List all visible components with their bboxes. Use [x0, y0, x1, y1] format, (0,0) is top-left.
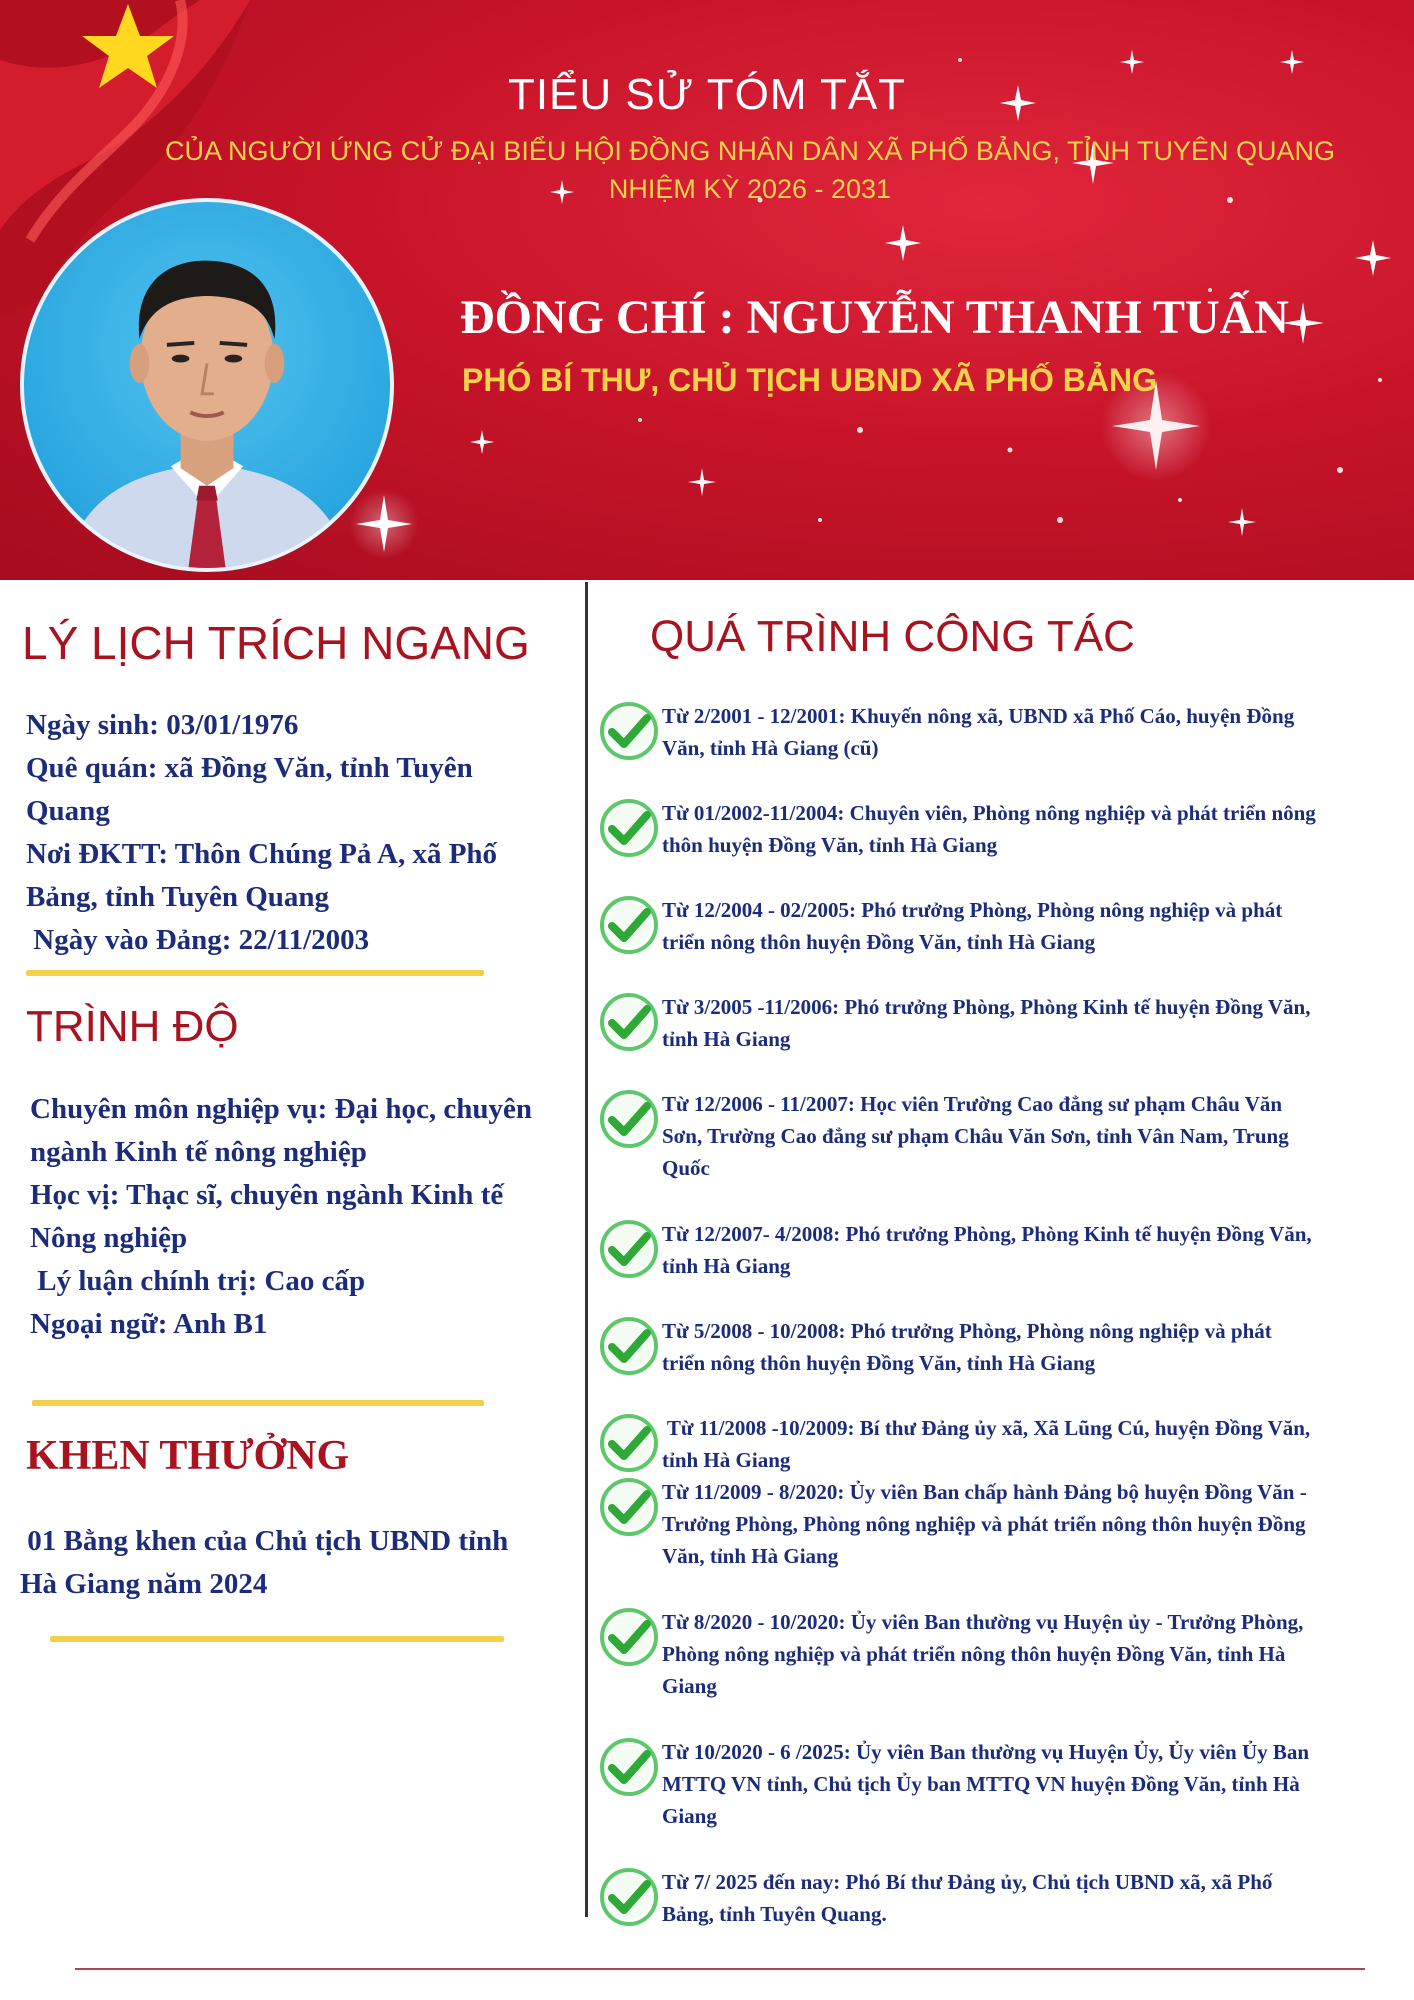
career-item-line: Từ 11/2009 - 8/2020: Ủy viên Ban chấp hành Đảng bộ huyện Đồng Văn -: [662, 1480, 1307, 1504]
career-item-text: [662, 894, 1382, 958]
bottom-rule: [75, 1968, 1365, 1970]
career-item-text: [662, 1866, 1382, 1930]
personal-line: Quê quán: xã Đồng Văn, tỉnh Tuyên: [26, 752, 473, 784]
check-circle-icon: [598, 1315, 660, 1377]
check-circle-icon: [598, 1412, 660, 1474]
career-item-text: [662, 1412, 1382, 1476]
career-item-line: Từ 8/2020 - 10/2020: Ủy viên Ban thường vụ Huyện ủy - Trưởng Phòng,: [662, 1610, 1304, 1634]
candidate-name: ĐỒNG CHÍ : NGUYỄN THANH TUẤN: [460, 291, 1289, 344]
check-circle-icon: [598, 1736, 660, 1798]
education-line: Chuyên môn nghiệp vụ: Đại học, chuyên: [30, 1093, 532, 1125]
check-circle-icon: [598, 1866, 660, 1928]
career-item-line: thôn huyện Đồng Văn, tỉnh Hà Giang: [662, 833, 998, 857]
personal-info: [26, 704, 571, 962]
column-divider: [585, 582, 588, 1917]
career-item-line: Văn, tỉnh Hà Giang (cũ): [662, 736, 879, 760]
document-subtitle: [130, 132, 1370, 208]
career-item-line: Giang: [662, 1804, 717, 1828]
check-circle-icon: [598, 700, 660, 762]
career-item-line: Quốc: [662, 1156, 710, 1180]
education-line: ngành Kinh tế nông nghiệp: [30, 1136, 367, 1168]
career-item-text: [662, 991, 1382, 1055]
career-item-line: Bảng, tỉnh Tuyên Quang.: [662, 1902, 887, 1926]
personal-line: Bảng, tỉnh Tuyên Quang: [26, 881, 330, 913]
career-item-line: Từ 12/2006 - 11/2007: Học viên Trường Cao đẳng sư phạm Châu Văn: [662, 1092, 1283, 1116]
awards-info: [20, 1520, 565, 1606]
career-item-line: triển nông thôn huyện Đồng Văn, tỉnh Hà Giang: [662, 1351, 1096, 1375]
check-circle-icon: [598, 991, 660, 1053]
personal-line: Nơi ĐKTT: Thôn Chúng Pả A, xã Phố: [26, 838, 498, 870]
check-circle-icon: [598, 797, 660, 859]
career-item-line: Từ 12/2004 - 02/2005: Phó trưởng Phòng, Phòng nông nghiệp và phát: [662, 898, 1283, 922]
gold-divider: [50, 1636, 504, 1642]
career-item-line: Văn, tỉnh Hà Giang: [662, 1544, 839, 1568]
document-title: TIỂU SỬ TÓM TẮT: [507, 70, 907, 119]
career-item-line: Từ 01/2002-11/2004: Chuyên viên, Phòng nông nghiệp và phát triển nông: [662, 801, 1316, 825]
education-line: Ngoại ngữ: Anh B1: [30, 1308, 268, 1340]
career-item-text: [662, 1088, 1382, 1184]
education-line: Lý luận chính trị: Cao cấp: [30, 1265, 366, 1297]
personal-line: Ngày vào Đảng: 22/11/2003: [26, 924, 370, 956]
education-line: Nông nghiệp: [30, 1222, 188, 1254]
career-item-text: [662, 1736, 1382, 1832]
career-item-line: Từ 7/ 2025 đến nay: Phó Bí thư Đảng ủy, Chủ tịch UBND xã, xã Phố: [662, 1870, 1273, 1894]
personal-line: Quang: [26, 795, 110, 827]
career-item-text: [662, 1606, 1382, 1702]
career-item-text: [662, 700, 1382, 764]
education-heading: TRÌNH ĐỘ: [26, 1002, 239, 1051]
gold-divider: [32, 1400, 484, 1406]
check-circle-icon: [598, 1606, 660, 1668]
check-circle-icon: [598, 1088, 660, 1150]
career-item-text: [662, 1218, 1382, 1282]
check-circle-icon: [598, 1476, 660, 1538]
personal-line: Ngày sinh: 03/01/1976: [26, 709, 299, 741]
career-item-line: Từ 11/2008 -10/2009: Bí thư Đảng ủy xã, Xã Lũng Cú, huyện Đồng Văn,: [662, 1416, 1311, 1440]
header-banner: [0, 0, 1414, 580]
career-item-line: tỉnh Hà Giang: [662, 1254, 791, 1278]
portrait-illustration: [24, 202, 390, 568]
subtitle-line-1: CỦA NGƯỜI ỨNG CỬ ĐẠI BIỂU HỘI ĐỒNG NHÂN DÂN XÃ PHỐ BẢNG, TỈNH TUYÊN QUANG: [165, 136, 1335, 166]
career-item-line: Từ 3/2005 -11/2006: Phó trưởng Phòng, Phòng Kinh tế huyện Đồng Văn,: [662, 995, 1311, 1019]
education-line: Học vị: Thạc sĩ, chuyên ngành Kinh tế: [30, 1179, 504, 1211]
gold-divider: [26, 970, 484, 976]
career-item-line: triển nông thôn huyện Đồng Văn, tỉnh Hà Giang: [662, 930, 1096, 954]
career-item-line: Sơn, Trường Cao đẳng sư phạm Châu Văn Sơn, tỉnh Vân Nam, Trung: [662, 1124, 1289, 1148]
career-item-line: Từ 5/2008 - 10/2008: Phó trưởng Phòng, Phòng nông nghiệp và phát: [662, 1319, 1272, 1343]
career-item-line: Từ 12/2007- 4/2008: Phó trưởng Phòng, Phòng Kinh tế huyện Đồng Văn,: [662, 1222, 1312, 1246]
career-item-text: [662, 797, 1382, 861]
check-circle-icon: [598, 894, 660, 956]
candidate-portrait: [20, 198, 394, 572]
subtitle-line-2: NHIỆM KỲ 2026 - 2031: [608, 174, 892, 204]
career-item-line: Trưởng Phòng, Phòng nông nghiệp và phát triển nông thôn huyện Đồng: [662, 1512, 1306, 1536]
career-item-line: tỉnh Hà Giang: [662, 1448, 791, 1472]
career-item-text: [662, 1476, 1382, 1572]
career-item-line: MTTQ VN tỉnh, Chủ tịch Ủy ban MTTQ VN huyện Đồng Văn, tỉnh Hà: [662, 1772, 1300, 1796]
career-item-line: Phòng nông nghiệp và phát triển nông thôn huyện Đồng Văn, tỉnh Hà: [662, 1642, 1286, 1666]
award-line: Hà Giang năm 2024: [20, 1568, 268, 1600]
check-circle-icon: [598, 1218, 660, 1280]
personal-heading: LÝ LỊCH TRÍCH NGANG: [22, 617, 530, 669]
career-item-line: Từ 2/2001 - 12/2001: Khuyến nông xã, UBND xã Phố Cáo, huyện Đồng: [662, 704, 1295, 728]
education-info: [30, 1088, 575, 1346]
candidate-position: PHÓ BÍ THƯ, CHỦ TỊCH UBND XÃ PHỐ BẢNG: [462, 362, 1157, 398]
career-heading: QUÁ TRÌNH CÔNG TÁC: [650, 612, 1135, 661]
career-item-line: Từ 10/2020 - 6 /2025: Ủy viên Ban thường vụ Huyện Ủy, Ủy viên Ủy Ban: [662, 1740, 1310, 1764]
career-item-line: tỉnh Hà Giang: [662, 1027, 791, 1051]
award-line: 01 Bằng khen của Chủ tịch UBND tỉnh: [20, 1525, 509, 1557]
awards-heading: KHEN THƯỞNG: [26, 1433, 350, 1479]
career-item-line: Giang: [662, 1674, 717, 1698]
career-item-text: [662, 1315, 1382, 1379]
